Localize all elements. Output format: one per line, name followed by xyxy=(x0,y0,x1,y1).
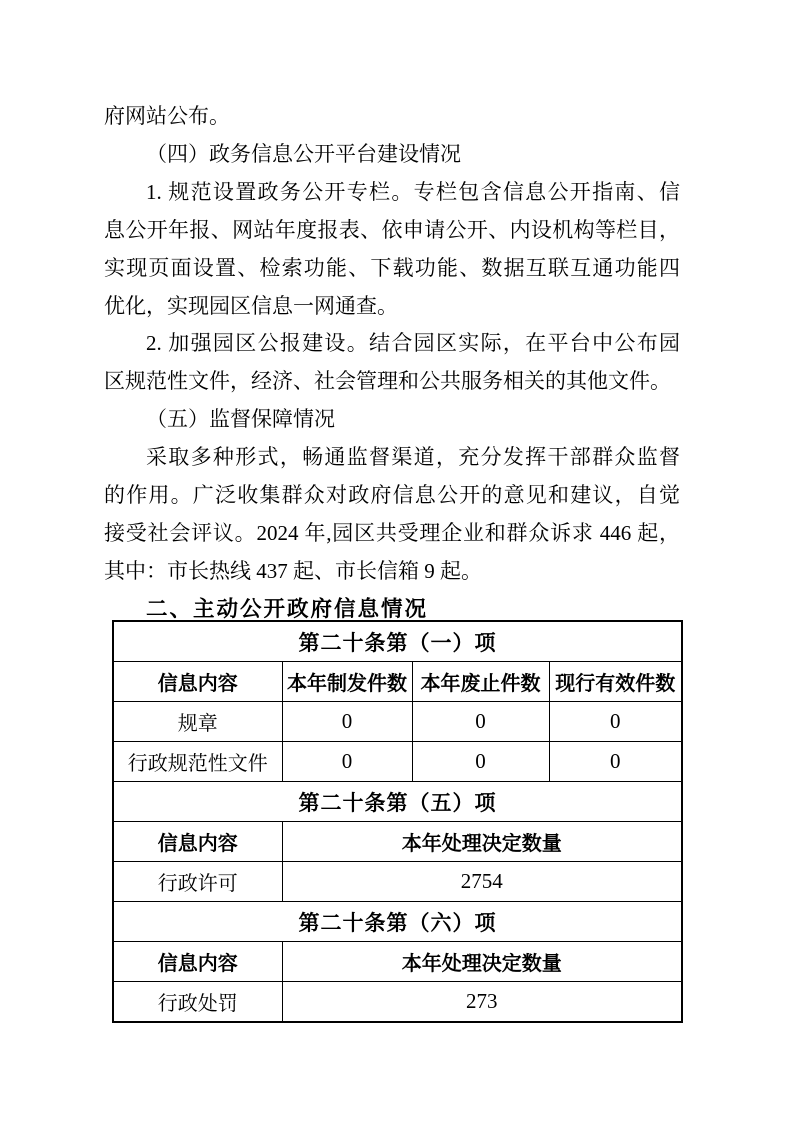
body-text xyxy=(104,98,680,629)
text-line: 息公开年报、网站年度报表、依申请公开、内设机构等栏目， xyxy=(104,217,680,242)
column-header: 本年处理决定数量 xyxy=(282,942,682,982)
table-row xyxy=(113,742,682,782)
value-cell: 0 xyxy=(282,742,412,782)
row-label: 行政处罚 xyxy=(113,982,282,1023)
table-section-title: 第二十条第（六）项 xyxy=(113,902,682,942)
column-header: 本年废止件数 xyxy=(412,662,549,702)
value-cell: 0 xyxy=(412,702,549,742)
info-disclosure-table xyxy=(112,620,683,1023)
row-label: 行政许可 xyxy=(113,862,282,902)
text-line: 的作用。广泛收集群众对政府信息公开的意见和建议，自觉 xyxy=(104,483,680,508)
column-header: 信息内容 xyxy=(113,942,282,982)
text-line: 优化，实现园区信息一网通查。 xyxy=(104,293,398,318)
row-label: 行政规范性文件 xyxy=(113,742,282,782)
section-heading: 二、主动公开政府信息情况 xyxy=(146,596,429,621)
table-row xyxy=(113,702,682,742)
text-line: 采取多种形式，畅通监督渠道，充分发挥干部群众监督 xyxy=(146,445,680,470)
value-cell: 0 xyxy=(412,742,549,782)
text-line: （四）政务信息公开平台建设情况 xyxy=(146,141,461,166)
text-line: 其中：市长热线 437 起、市长信箱 9 起。 xyxy=(104,558,482,583)
value-cell: 0 xyxy=(549,702,682,742)
text-line: 实现页面设置、检索功能、下载功能、数据互联互通功能四 xyxy=(104,255,680,280)
text-line: 接受社会评议。2024 年,园区共受理企业和群众诉求 446 起， xyxy=(104,520,680,545)
text-line: 府网站公布。 xyxy=(104,104,230,128)
table-row xyxy=(113,862,682,902)
column-header: 本年制发件数 xyxy=(282,662,412,702)
table-section-title: 第二十条第（一）项 xyxy=(113,621,682,662)
table-row xyxy=(113,982,682,1023)
row-label: 规章 xyxy=(113,702,282,742)
value-cell: 0 xyxy=(282,702,412,742)
value-cell: 273 xyxy=(282,982,682,1023)
column-header: 本年处理决定数量 xyxy=(282,822,682,862)
text-line: 1. 规范设置政务公开专栏。专栏包含信息公开指南、信 xyxy=(146,179,680,204)
value-cell: 0 xyxy=(549,742,682,782)
value-cell: 2754 xyxy=(282,862,682,902)
column-header: 信息内容 xyxy=(113,662,282,702)
column-header: 信息内容 xyxy=(113,822,282,862)
table-section-title: 第二十条第（五）项 xyxy=(113,782,682,822)
column-header: 现行有效件数 xyxy=(549,662,682,702)
text-line: （五）监督保障情况 xyxy=(146,407,335,432)
text-line: 2. 加强园区公报建设。结合园区实际，在平台中公布园 xyxy=(146,331,680,356)
text-line: 区规范性文件，经济、社会管理和公共服务相关的其他文件。 xyxy=(104,369,671,394)
